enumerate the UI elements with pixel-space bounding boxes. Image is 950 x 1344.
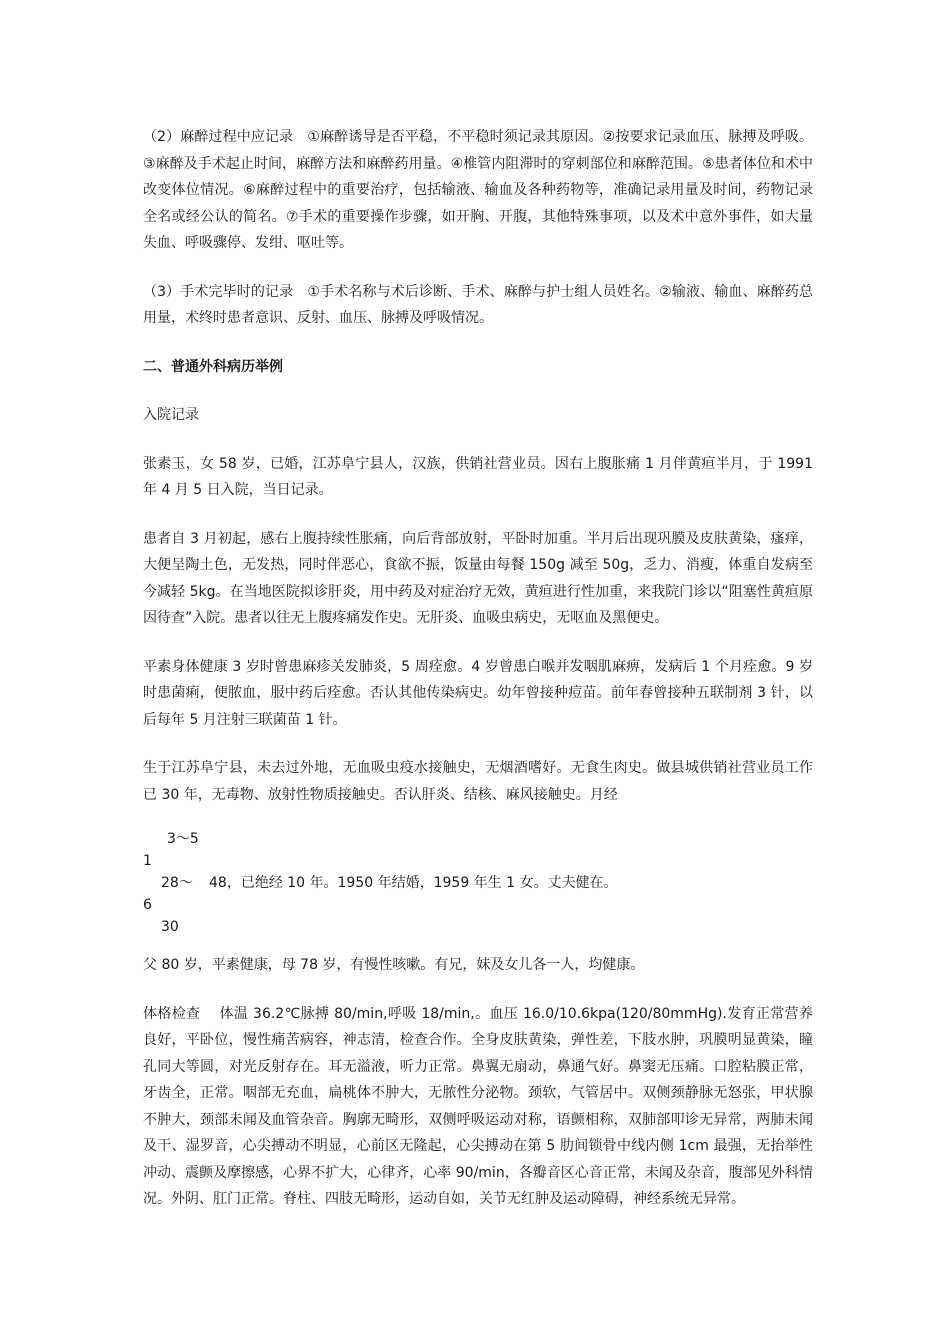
paragraph-family-history: 父 80 岁，平素健康，母 78 岁，有慢性咳嗽。有兄，妹及女儿各一人，均健康。 (143, 957, 645, 973)
paragraph-patient-info: 张素玉，女 58 岁，已婚，江苏阜宁县人，汉族，供销社营业员。因右上腹胀痛 1 月伴黄疸半月，于 1991 年 4 月 5 日入院，当日记录。 (143, 455, 813, 498)
menstrual-history-formula (143, 830, 813, 935)
menses-onset-age-digit-2: 6 (143, 897, 152, 913)
menses-menopause-text: 48，已绝经 10 年。1950 年结婚，1959 年生 1 女。丈夫健在。 (209, 875, 618, 891)
paragraph-anesthesia-process: （2）麻醉过程中应记录 ①麻醉诱导是否平稳，不平稳时须记录其原因。②按要求记录血压、脉搏及呼吸。③麻醉及手术起止时间，麻醉方法和麻醉药用量。④椎管内阻滞时的穿刺部位和麻醉范围。⑤患者体位和术中改变体位情况。⑥麻醉过程中的重要治疗，包括输液、输血及各种药物等，准确记录用量及时间，药物记录全名或经公认的简名。⑦手术的重要操作步骤，如开胸、开腹，其他特殊事项，以及术中意外事件，如大量失血、呼吸骤停、发绀、呕吐等。 (143, 129, 813, 251)
paragraph-physical-exam: 体格检查 体温 36.2℃脉搏 80/min,呼吸 18/min,。血压 16.0/10.6kpa(120/80mmHg).发育正常营养良好，平卧位，慢性痛苦病容，神志清，检查合作。全身皮肤黄染，弹性差，下肢水肿，巩膜明显黄染，瞳孔同大等圆，对光反射存在。耳无溢液，听力正常。鼻翼无扇动，鼻通气好。鼻窦无压痛。口腔粘膜正常，牙齿全，正常。咽部无充血，扁桃体不肿大，无脓性分泌物。颈软，气管居中。双侧颈静脉无怒张，甲状腺不肿大，颈部未闻及血管杂音。胸廓无畸形，双侧呼吸运动对称，语颤相称，双肺部叩诊无异常，两肺未闻及干、湿罗音，心尖搏动不明显，心前区无隆起，心尖搏动在第 5 肋间锁骨中线内侧 1cm 最强，无抬举性冲动、震颤及摩擦感，心界不扩大，心律齐，心率 90/min，各瓣音区心音正常，未闻及杂音，腹部见外科情况。外阴、肛门正常。脊柱、四肢无畸形，运动自如，关节无红肿及运动障碍，神经系统无异常。 (143, 1005, 813, 1207)
menses-onset-age-digit-1: 1 (143, 853, 152, 869)
document-body (143, 124, 813, 1235)
menses-duration: 3～5 (167, 831, 199, 847)
paragraph-personal-history: 生于江苏阜宁县，未去过外地，无血吸虫疫水接触史，无烟酒嗜好。无食生肉史。做县城供销社营业员工作已 30 年，无毒物、放射性物质接触史。否认肝炎、结核、麻风接触史。月经 (143, 760, 813, 803)
section-heading-case-example: 二、普通外科病历举例 (143, 358, 283, 375)
menses-cycle-upper: 28～ (161, 875, 193, 891)
menses-cycle-lower: 30 (161, 919, 179, 935)
paragraph-past-history: 平素身体健康 3 岁时曾患麻疹关发肺炎，5 周痊愈。4 岁曾患白喉并发咽肌麻痹，发病后 1 个月痊愈。9 岁时患菌痢，便脓血，服中药后痊愈。否认其他传染病史。幼年曾接种痘苗。前年春曾接种五联制剂 3 针，以后每年 5 月注射三联菌苗 1 针。 (143, 658, 813, 728)
admission-record-title: 入院记录 (143, 407, 199, 423)
paragraph-surgery-end-record: （3）手术完毕时的记录 ①手术名称与术后诊断、手术、麻醉与护士组人员姓名。②输液、输血、麻醉药总用量，术终时患者意识、反射、血压、脉搏及呼吸情况。 (143, 283, 813, 326)
paragraph-present-illness: 患者自 3 月初起，感右上腹持续性胀痛，向后背部放射，平卧时加重。半月后出现巩膜及皮肤黄染，瘙痒，大便呈陶土色，无发热，同时伴恶心，食欲不振，饭量由每餐 150g 减至 50g，乏力、消瘦，体重自发病至今减轻 5kg。在当地医院拟诊肝炎，用中药及对症治疗无效，黄疸进行性加重，来我院门诊以“阻塞性黄疸原因待查”入院。患者以往无上腹疼痛发作史。无肝炎、血吸虫病史，无呕血及黑便史。 (143, 530, 813, 626)
